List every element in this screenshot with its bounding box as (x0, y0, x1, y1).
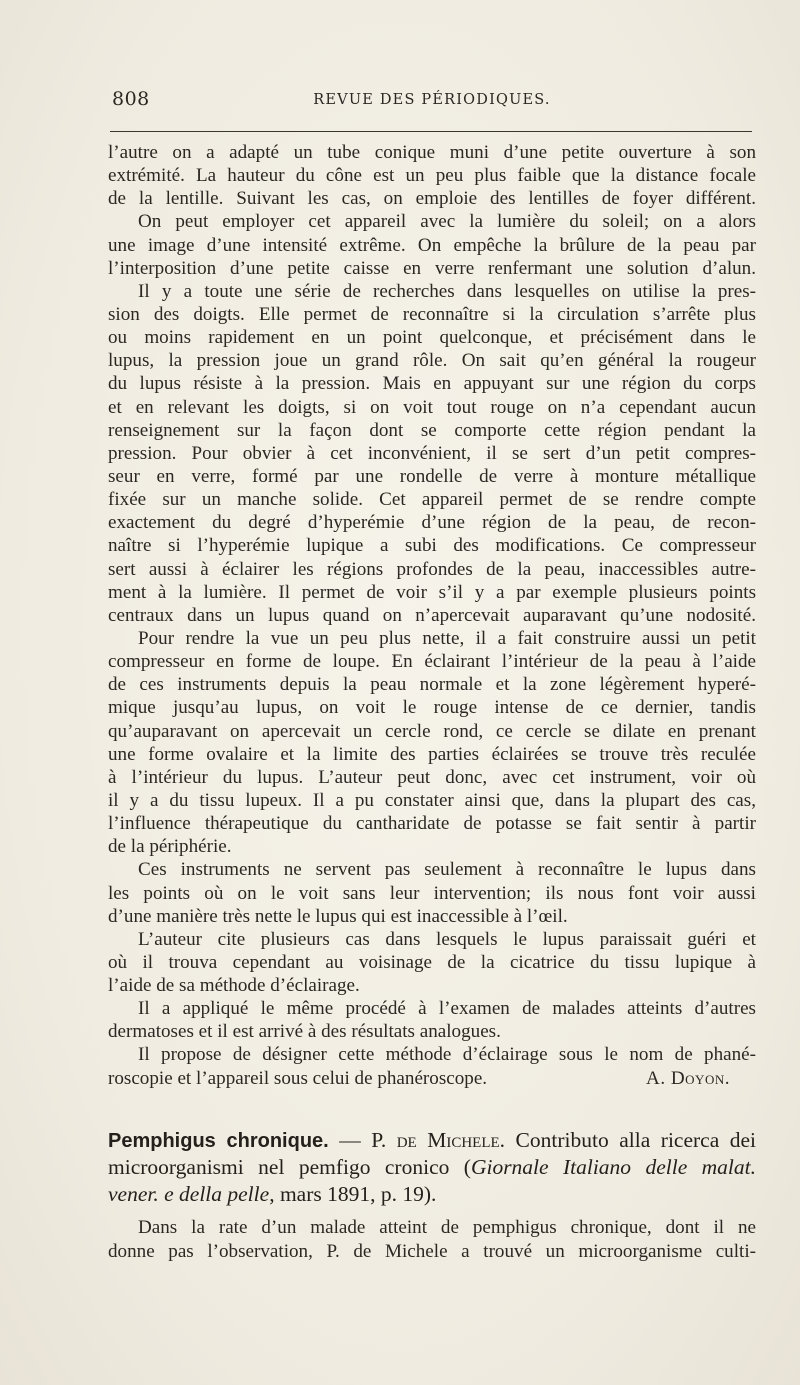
article-heading-line (108, 1181, 756, 1208)
work-title-cont: microorganismi nel pemfigo cronico ( (108, 1155, 471, 1179)
text-line: de la lentille. Suivant les cas, on emploie des lentilles de foyer différent. (108, 188, 756, 210)
signature: A. Doyon. (646, 1067, 730, 1089)
text-line: l’interposition d’une petite caisse en verre renfermant une solution d’alun. (108, 257, 756, 279)
text-line: donne pas l’observation, P. de Michele a trouvé un microorganisme culti- (108, 1240, 756, 1262)
text-line: une image d’une intensité extrême. On empêche la brûlure de la peau par (108, 234, 756, 256)
text-line: sion des doigts. Elle permet de reconnaître si la circulation s’arrête plus (108, 303, 756, 325)
text-line: Il y a toute une série de recherches dans lesquelles on utilise la pres- (138, 280, 756, 302)
text-line: mique jusqu’au lupus, on voit le rouge intense de ce dernier, tandis (108, 697, 756, 719)
text-line: sert aussi à éclairer les régions profondes de la peau, inaccessibles autre- (108, 558, 756, 580)
citation: , mars 1891, p. 19). (269, 1182, 437, 1206)
text-line: On peut employer cet appareil avec la lumière du soleil; on a alors (138, 211, 756, 233)
article-body-text (108, 1216, 756, 1263)
article-title: Pemphigus chronique. (108, 1130, 329, 1152)
author-particle: de (396, 1128, 428, 1152)
text-line: Il a appliqué le même procédé à l’examen de malades atteints d’autres (138, 998, 756, 1020)
text-line: à l’intérieur du lupus. L’auteur peut donc, avec cet instrument, voir où (108, 766, 756, 788)
article-heading-line (108, 1127, 756, 1154)
text-line: Pour rendre la vue un peu plus nette, il a fait construire aussi un petit (138, 627, 756, 649)
text-line: Ces instruments ne servent pas seulement à reconnaître le lupus dans (138, 859, 756, 881)
text-line: l’autre on a adapté un tube conique muni d’une petite ouverture à son (108, 142, 756, 163)
text-line: l’aide de sa méthode d’éclairage. (108, 975, 360, 997)
article-heading-line (108, 1154, 756, 1181)
text-line: de ces instruments depuis la peau normale et la zone légèrement hyperé- (108, 674, 756, 696)
text-line: l’influence thérapeutique du cantharidate de potasse se fait sentir à partir (108, 813, 756, 835)
text-line: centraux dans un lupus quand on n’apercevait auparavant qu’une nodosité. (108, 604, 756, 626)
page-number: 808 (112, 88, 150, 110)
author-name: Michele. (427, 1128, 506, 1152)
text-line: dermatoses et il est arrivé à des résultats analogues. (108, 1021, 501, 1043)
text-line: naître si l’hyperémie lupique a subi des modifications. Ce compresseur (108, 535, 756, 557)
text-line: une forme ovalaire et la limite des parties éclairées se trouve très reculée (108, 743, 756, 765)
text-line: Il propose de désigner cette méthode d’éclairage sous le nom de phané- (138, 1044, 756, 1066)
text-line: pression. Pour obvier à cet inconvénient, il se sert d’un petit compres- (108, 442, 756, 464)
text-line: exactement du degré d’hyperémie d’une région de la peau, de recon- (108, 512, 756, 534)
text-line: ou moins rapidement en un point quelconque, et précisément dans le (108, 327, 756, 349)
text-line: fixée sur un manche solide. Cet appareil permet de se rendre compte (108, 489, 756, 511)
header-rule (110, 131, 752, 132)
text-line: Dans la rate d’un malade atteint de pemphigus chronique, dont il ne (138, 1217, 756, 1238)
text-line: seur en verre, formé par une rondelle de verre à monture métallique (108, 465, 756, 487)
text-line: qu’auparavant on apercevait un cercle rond, ce cercle se dilate en prenant (108, 720, 756, 742)
text-line: de la périphérie. (108, 836, 232, 858)
text-line: où il trouva cependant au voisinage de la cicatrice du tissu lupique à (108, 951, 756, 973)
text-line: L’auteur cite plusieurs cas dans lesquels le lupus paraissait guéri et (138, 928, 756, 950)
page-header (112, 88, 752, 114)
text-line: ment à la lumière. Il permet de voir s’il y a par exemple plusieurs points (108, 581, 756, 603)
text-line-content: roscopie et l’appareil sous celui de phanéroscope. (108, 1067, 488, 1089)
text-line: et en relevant les doigts, si on voit tout rouge on n’a cependant aucun (108, 396, 756, 418)
heading-dash: — (328, 1128, 372, 1152)
text-line: lupus, la pression joue un grand rôle. On sait qu’en général la rougeur (108, 350, 756, 372)
text-line: les points où on le voit sans leur intervention; ils nous font voir aussi (108, 882, 756, 904)
author-initial: P. (371, 1128, 397, 1152)
text-line: d’une manière très nette le lupus qui est inaccessible à l’œil. (108, 905, 568, 927)
text-line-with-signature (108, 1067, 756, 1090)
article-continuation-text (108, 141, 756, 1090)
article-heading (108, 1127, 756, 1208)
journal-name-cont: vener. e della pelle (108, 1182, 270, 1206)
journal-name: Giornale Italiano delle malat. (470, 1155, 756, 1179)
work-title: Contributo alla ricerca dei (505, 1128, 756, 1152)
running-head: REVUE DES PÉRIODIQUES. (313, 92, 551, 108)
text-line: il y a du tissu lupeux. Il a pu constater ainsi que, dans la plupart des cas, (108, 789, 756, 811)
text-line: compresseur en forme de loupe. En éclairant l’intérieur de la peau à l’aide (108, 651, 756, 673)
text-line: du lupus résiste à la pression. Mais en appuyant sur une région du corps (108, 373, 756, 395)
text-line: renseignement sur la façon dont se comporte cette région pendant la (108, 419, 756, 441)
text-line: extrémité. La hauteur du cône est un peu plus faible que la distance focale (108, 165, 756, 187)
